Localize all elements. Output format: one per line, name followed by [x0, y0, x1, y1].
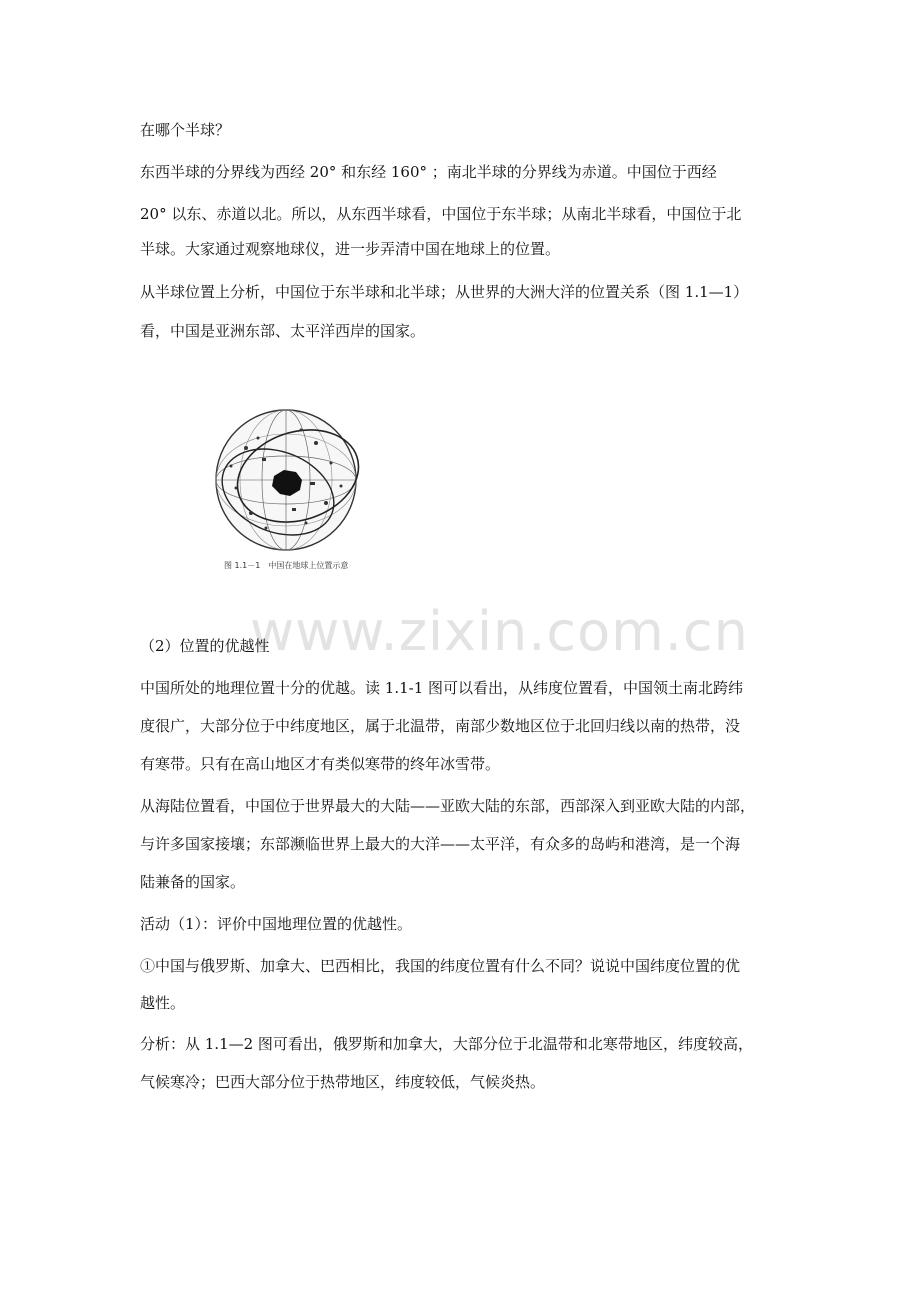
- watermark: www.zixin.com.cn: [250, 600, 749, 663]
- section-heading: （2）位置的优越性: [140, 637, 270, 655]
- analysis-line: 分析：从 1.1—2 图可看出，俄罗斯和加拿大，大部分位于北温带和北寒带地区，纬度较高，: [140, 1035, 753, 1053]
- figure-caption: 图 1.1－1 中国在地球上位置示意: [224, 561, 349, 570]
- paragraph-line: 陆兼备的国家。: [140, 873, 246, 891]
- paragraph-question: 在哪个半球？: [140, 121, 231, 139]
- paragraph-line: 东西半球的分界线为西经 20° 和东经 160° ；南北半球的分界线为赤道。中国位于西经: [140, 163, 717, 181]
- paragraph-line: 从海陆位置看，中国位于世界最大的大陆——亚欧大陆的东部，西部深入到亚欧大陆的内部，: [140, 797, 756, 815]
- activity-heading: 活动（1）：评价中国地理位置的优越性。: [140, 915, 413, 933]
- analysis-line: 气候寒冷；巴西大部分位于热带地区，纬度较低，气候炎热。: [140, 1073, 546, 1091]
- paragraph-line: 有寒带。只有在高山地区才有类似寒带的终年冰雪带。: [140, 755, 501, 773]
- question-line: ①中国与俄罗斯、加拿大、巴西相比，我国的纬度位置有什么不同？说说中国纬度位置的优: [140, 957, 741, 975]
- paragraph-line: 半球。大家通过观察地球仪，进一步弄清中国在地球上的位置。: [140, 240, 561, 258]
- paragraph-line: 从半球位置上分析，中国位于东半球和北半球；从世界的大洲大洋的位置关系（图 1.1—1）: [140, 283, 749, 301]
- globe-illustration: [206, 408, 366, 558]
- question-line: 越性。: [140, 994, 186, 1012]
- paragraph-line: 中国所处的地理位置十分的优越。读 1.1-1 图可以看出，从纬度位置看，中国领土南北跨纬: [140, 679, 744, 697]
- paragraph-line: 度很广，大部分位于中纬度地区，属于北温带，南部少数地区位于北回归线以南的热带，没: [140, 717, 741, 735]
- paragraph-line: 20° 以东、赤道以北。所以，从东西半球看，中国位于东半球；从南北半球看，中国位于北: [140, 205, 742, 223]
- globe-figure: [206, 408, 366, 578]
- paragraph-line: 与许多国家接壤；东部濒临世界上最大的大洋——太平洋，有众多的岛屿和港湾，是一个海: [140, 835, 741, 853]
- paragraph-line: 看，中国是亚洲东部、太平洋西岸的国家。: [140, 322, 426, 340]
